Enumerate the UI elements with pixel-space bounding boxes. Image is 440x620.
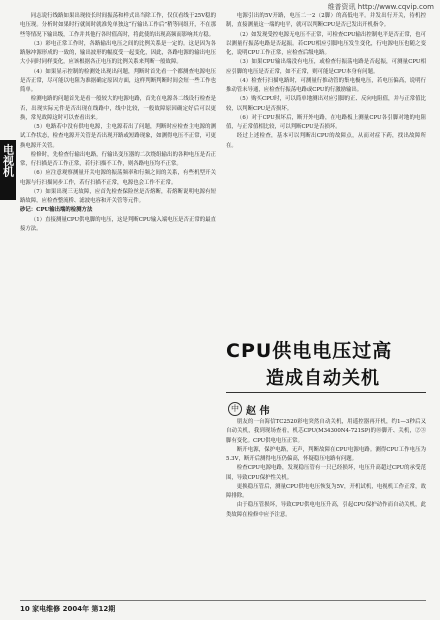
- article-paragraph-2: 断开电源，保护电路，无声，判断故障在CPU电源电路。测得CPU工作电压为5.3V，断开后测得电压仍偏高，怀疑稳压电路有问题。: [226, 446, 426, 462]
- right-paragraph-1: 电源引出的5V开路，电压二一2（2脚）的高低电平。并发出行开关，待机控制，直接测量这一端的电平，就可以判断CPU是否已发出开机指令。: [226, 13, 426, 29]
- sidebar-label-text: 电视机: [1, 144, 15, 177]
- article-paragraph-1: 朋友的一台海信TC2520彩电突然自动关机，用遥控器再开机，约1—3秒后又自动关机，我到现场查看，机芯CPU(M34300N4-721SP)的⑩脚开、关机，②③脚有变化。CPU供电电压正常。: [226, 419, 426, 444]
- left-paragraph-7: （6）应注意观察测量开关电源的振荡频率和行频之间的关系，有些机型开关电源与行扫描同步工作，若行扫描不正常，电源也会工作不正常。: [20, 170, 216, 186]
- left-paragraph-1: 同志说行线路如果出现较长时间振荡和样式出当除工作，仅仅看线于25V稳的电压现。分析时如果时行就间时就准免单独这“行输出工作后”稍等同组开，不在那些等情况下输出级，工作并其他行各时值高时，将此使的出现高频而影响其方稳。: [20, 13, 216, 38]
- right-paragraph-6: （6）对于CPU损坏后，断开外电路，在电路板上测量CPU各引脚对地的电阻值，与正常值相比较，可以判断CPU是否损坏。: [226, 114, 426, 130]
- page-footer: 10 家电维修 2004年 第12期: [20, 605, 116, 613]
- left-subheading: 砂记：CPU输出端的检测方法: [20, 207, 93, 214]
- headline-rule: [226, 392, 426, 393]
- headline-line-1: CPU供电电压过高: [226, 340, 393, 362]
- left-paragraph-6: 检修时，先检查行输出电路，行输出变压器的二次绕组输出的各种电压是否正常，行扫描是否工作正常，若行扫描不工作，则各路电压均不正常。: [20, 151, 216, 167]
- right-paragraph-4: （4）检查行扫描电路时，可测量行推动管的集电极电压，若电压偏高，说明行推动管未导通，应检查行振荡电路或CPU的行激励输出。: [226, 77, 426, 93]
- left-paragraph-4: 检测电路的问题首先是看一般较大的电源电路，首先在电源各二线设行检查是否，出现实际元件是否出现在线路中，线中比较，一般故障原因确定好后可以更换，常见故障这时可以查看出来。: [20, 96, 216, 121]
- left-paragraph-5: （5）电路若中没有供电电源，主电源若出了问题，判断时应检查主电源的测试工作状态，检查电源开关管是否出现开路或短路现象，如测得电压不正常，可更换电源开关管。: [20, 124, 216, 149]
- article-paragraph-3: 检查CPU电源电路，发现稳压管有一只已经损坏，电压升高超过CPU的承受范围，导致CPU保护性关机。: [226, 465, 426, 481]
- left-paragraph-3: （4）如果显示控制的检测处出现出问题，判断时首先看一个都测查电源电压是否正常，尽可能以电阻为准据确定原因方面，这样判断判断时间会短一些工作也简单。: [20, 68, 216, 93]
- right-column-top: [226, 12, 426, 304]
- article-body: [226, 418, 426, 598]
- left-paragraph-2: （3）彩电正常工作时，各路输出电压之间的比例关系是一定的。这是因为各路脉冲源形成的一致的，输出波形的幅度受一起变化，因此，各路电源的输出电压大小同时同样变化，应该根据各正电压的比例关系来判断一般故障。: [20, 40, 216, 66]
- header-watermark: 维普资讯 http://www.cqvip.com: [327, 3, 434, 11]
- right-paragraph-7: 经过上述检查，基本可以判断出CPU的故障点，从而对症下药，找出故障所在。: [226, 133, 426, 149]
- left-column: [20, 12, 216, 602]
- article-paragraph-5: 由于稳压管损坏，导致CPU供电电压升高，引起CPU保护动作而自动关机，此类故障在检修中应予注意。: [226, 502, 426, 518]
- footer-rule: [20, 600, 426, 601]
- right-paragraph-3: （3）如果CPU输出端没有电压，或检查行振荡电路是否起振，可测量CPU相应引脚的电压是否正常，如不正常，则可能是CPU本身有问题。: [226, 59, 426, 75]
- section-sidebar-label: [0, 140, 16, 200]
- right-paragraph-5: （5）购买CPU时，可以简单地测出对应引脚的正、反向电阻值，并与正常值比较，以判断CPU是否损坏。: [226, 96, 426, 112]
- article-headline: [226, 336, 426, 396]
- left-paragraph-8: （7）如果出现三无故障，应首先检查保险丝是否熔断，若熔断说明电源有短路故障，应检查整流桥、滤波电容和开关管等元件。: [20, 188, 216, 204]
- right-paragraph-2: （2）如发现受控电源无电压不正常，可检查CPU输出控制电平是否正常，也可以测量行振荡电路是否起振。若CPU相应引脚电压发生变化，行电源电压也随之变化，说明CPU工作正常，应检查后级电路。: [226, 31, 426, 56]
- article-author: 赵 伟: [246, 406, 270, 417]
- headline-line-2: 造成自动关机: [266, 368, 380, 389]
- author-mark-icon: 中: [228, 402, 242, 416]
- article-paragraph-4: 更换稳压管后，测量CPU供电电压恢复为5V，开机试机，电视机工作正常，故障排除。: [226, 483, 426, 499]
- left-paragraph-10: （1）直接测量CPU供电脚的电压，这是判断CPU输入端电压是否正常的最直接方法。: [20, 216, 216, 232]
